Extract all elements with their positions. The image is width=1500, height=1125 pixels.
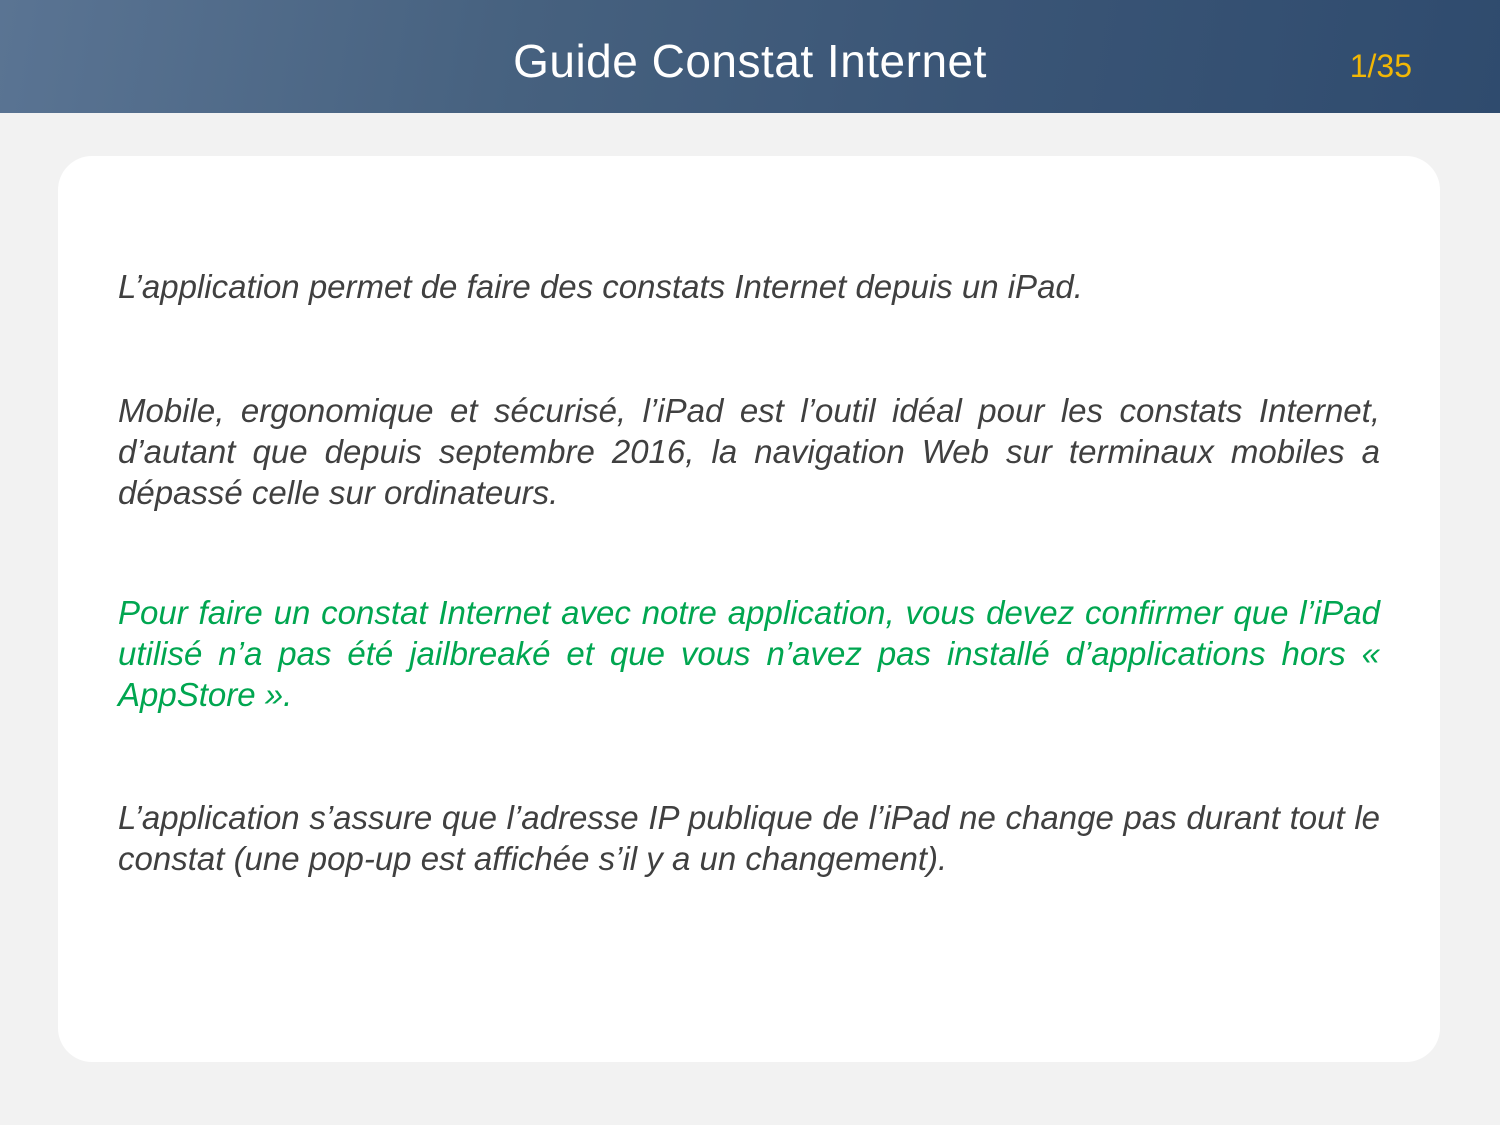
content-card	[58, 156, 1440, 1062]
intro-paragraph: L’application permet de faire des constats Internet depuis un iPad.	[118, 268, 1083, 305]
ip-check-paragraph: L’application s’assure que l’adresse IP publique de l’iPad ne change pas durant tout le constat (une pop-up est affichée s’il y a un changement).	[118, 799, 1380, 877]
requirement-paragraph: Pour faire un constat Internet avec notre application, vous devez confirmer que l’iPad utilisé n’a pas été jailbreaké et que vous n’avez pas installé d’applications hors « AppStore ».	[118, 594, 1380, 713]
benefits-paragraph: Mobile, ergonomique et sécurisé, l’iPad est l’outil idéal pour les constats Internet, d’autant que depuis septembre 2016, la navigation Web sur terminaux mobiles a dépassé celle sur ordinateurs.	[118, 392, 1380, 511]
page-title: Guide Constat Internet	[513, 35, 987, 87]
page-counter: 1/35	[1349, 48, 1412, 84]
header-bar	[0, 0, 1500, 113]
